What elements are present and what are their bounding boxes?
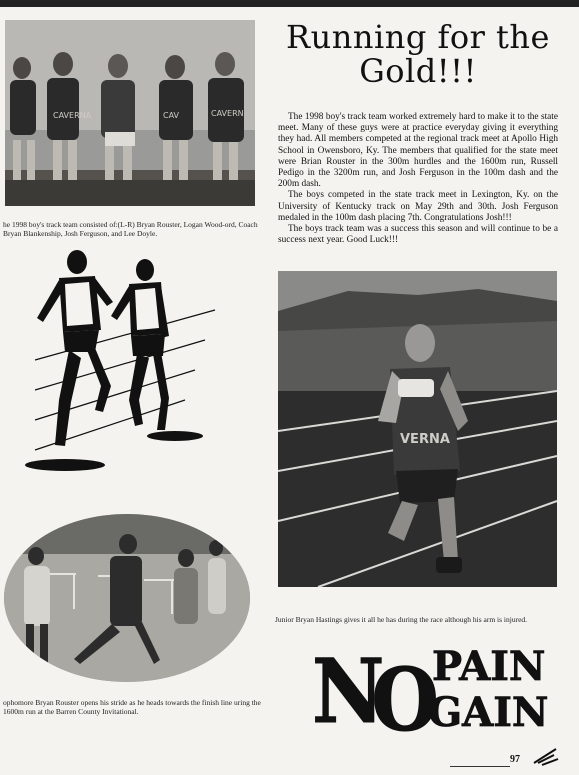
slogan-big-n: N <box>312 638 385 734</box>
no-pain-no-gain-graphic <box>312 638 557 734</box>
jersey-text-3: CAVERN <box>211 109 244 118</box>
runner-jersey-text: VERNA <box>400 432 450 447</box>
title-line-2: Gold!!! <box>359 52 477 90</box>
runners-illustration <box>25 240 225 480</box>
article-paragraph-3: The boys track team was a success this season and will continue to be a success next year. Good Luck!!! <box>278 224 558 246</box>
slogan-pain: PAIN <box>432 643 546 690</box>
page-number: 97 <box>510 754 520 765</box>
article-paragraph-2: The boys competed in the state track meet in Lexington, Ky. on the University of Kentucky track on May 29th and 30th. Josh Ferguson medaled in the 100m dash placing 7th. Congratulations Josh!!! <box>278 190 558 223</box>
footer-rule <box>450 766 510 767</box>
page-title <box>268 20 568 88</box>
oval-photo <box>4 514 250 682</box>
article-body <box>278 112 558 246</box>
team-caption: he 1998 boy's track team consisted of:(L-R) Bryan Rouster, Logan Wood-ord, Coach Bryan Blankenship, Josh Ferguson, and Lee Doyle. <box>3 220 258 238</box>
slogan-big-o: O <box>371 650 439 734</box>
top-border <box>0 0 579 7</box>
oval-caption: ophomore Bryan Rouster opens his stride as he heads towards the finish line uring the 1600m run at the Barren County Invitational. <box>3 698 261 716</box>
runner-caption: Junior Bryan Hastings gives it all he has during the race although his arm is injured. <box>275 615 528 624</box>
jersey-text-2: CAV <box>163 111 180 120</box>
team-photo <box>5 20 255 206</box>
title-line-1: Running for the <box>286 18 550 56</box>
article-paragraph-1: The 1998 boy's track team worked extremely hard to make it to the state meet. Many of these guys were at practice everyday giving it everything they had. All members competed at the regional track meet at Apollo High School in Owensboro, Ky. The members that qualified for the state meet were Brian Rouster in the 300m hurdles and the 1600m run, Russell Pedigo in the 3200m run, and Josh Ferguson in the 100m dash and the 200m dash. <box>278 112 558 190</box>
team-photo-art <box>5 20 255 206</box>
slogan-gain: GAIN <box>428 689 549 734</box>
runner-photo <box>278 271 557 587</box>
jersey-text-1: CAVERNA <box>53 111 92 120</box>
page-mark-icon <box>530 745 560 767</box>
